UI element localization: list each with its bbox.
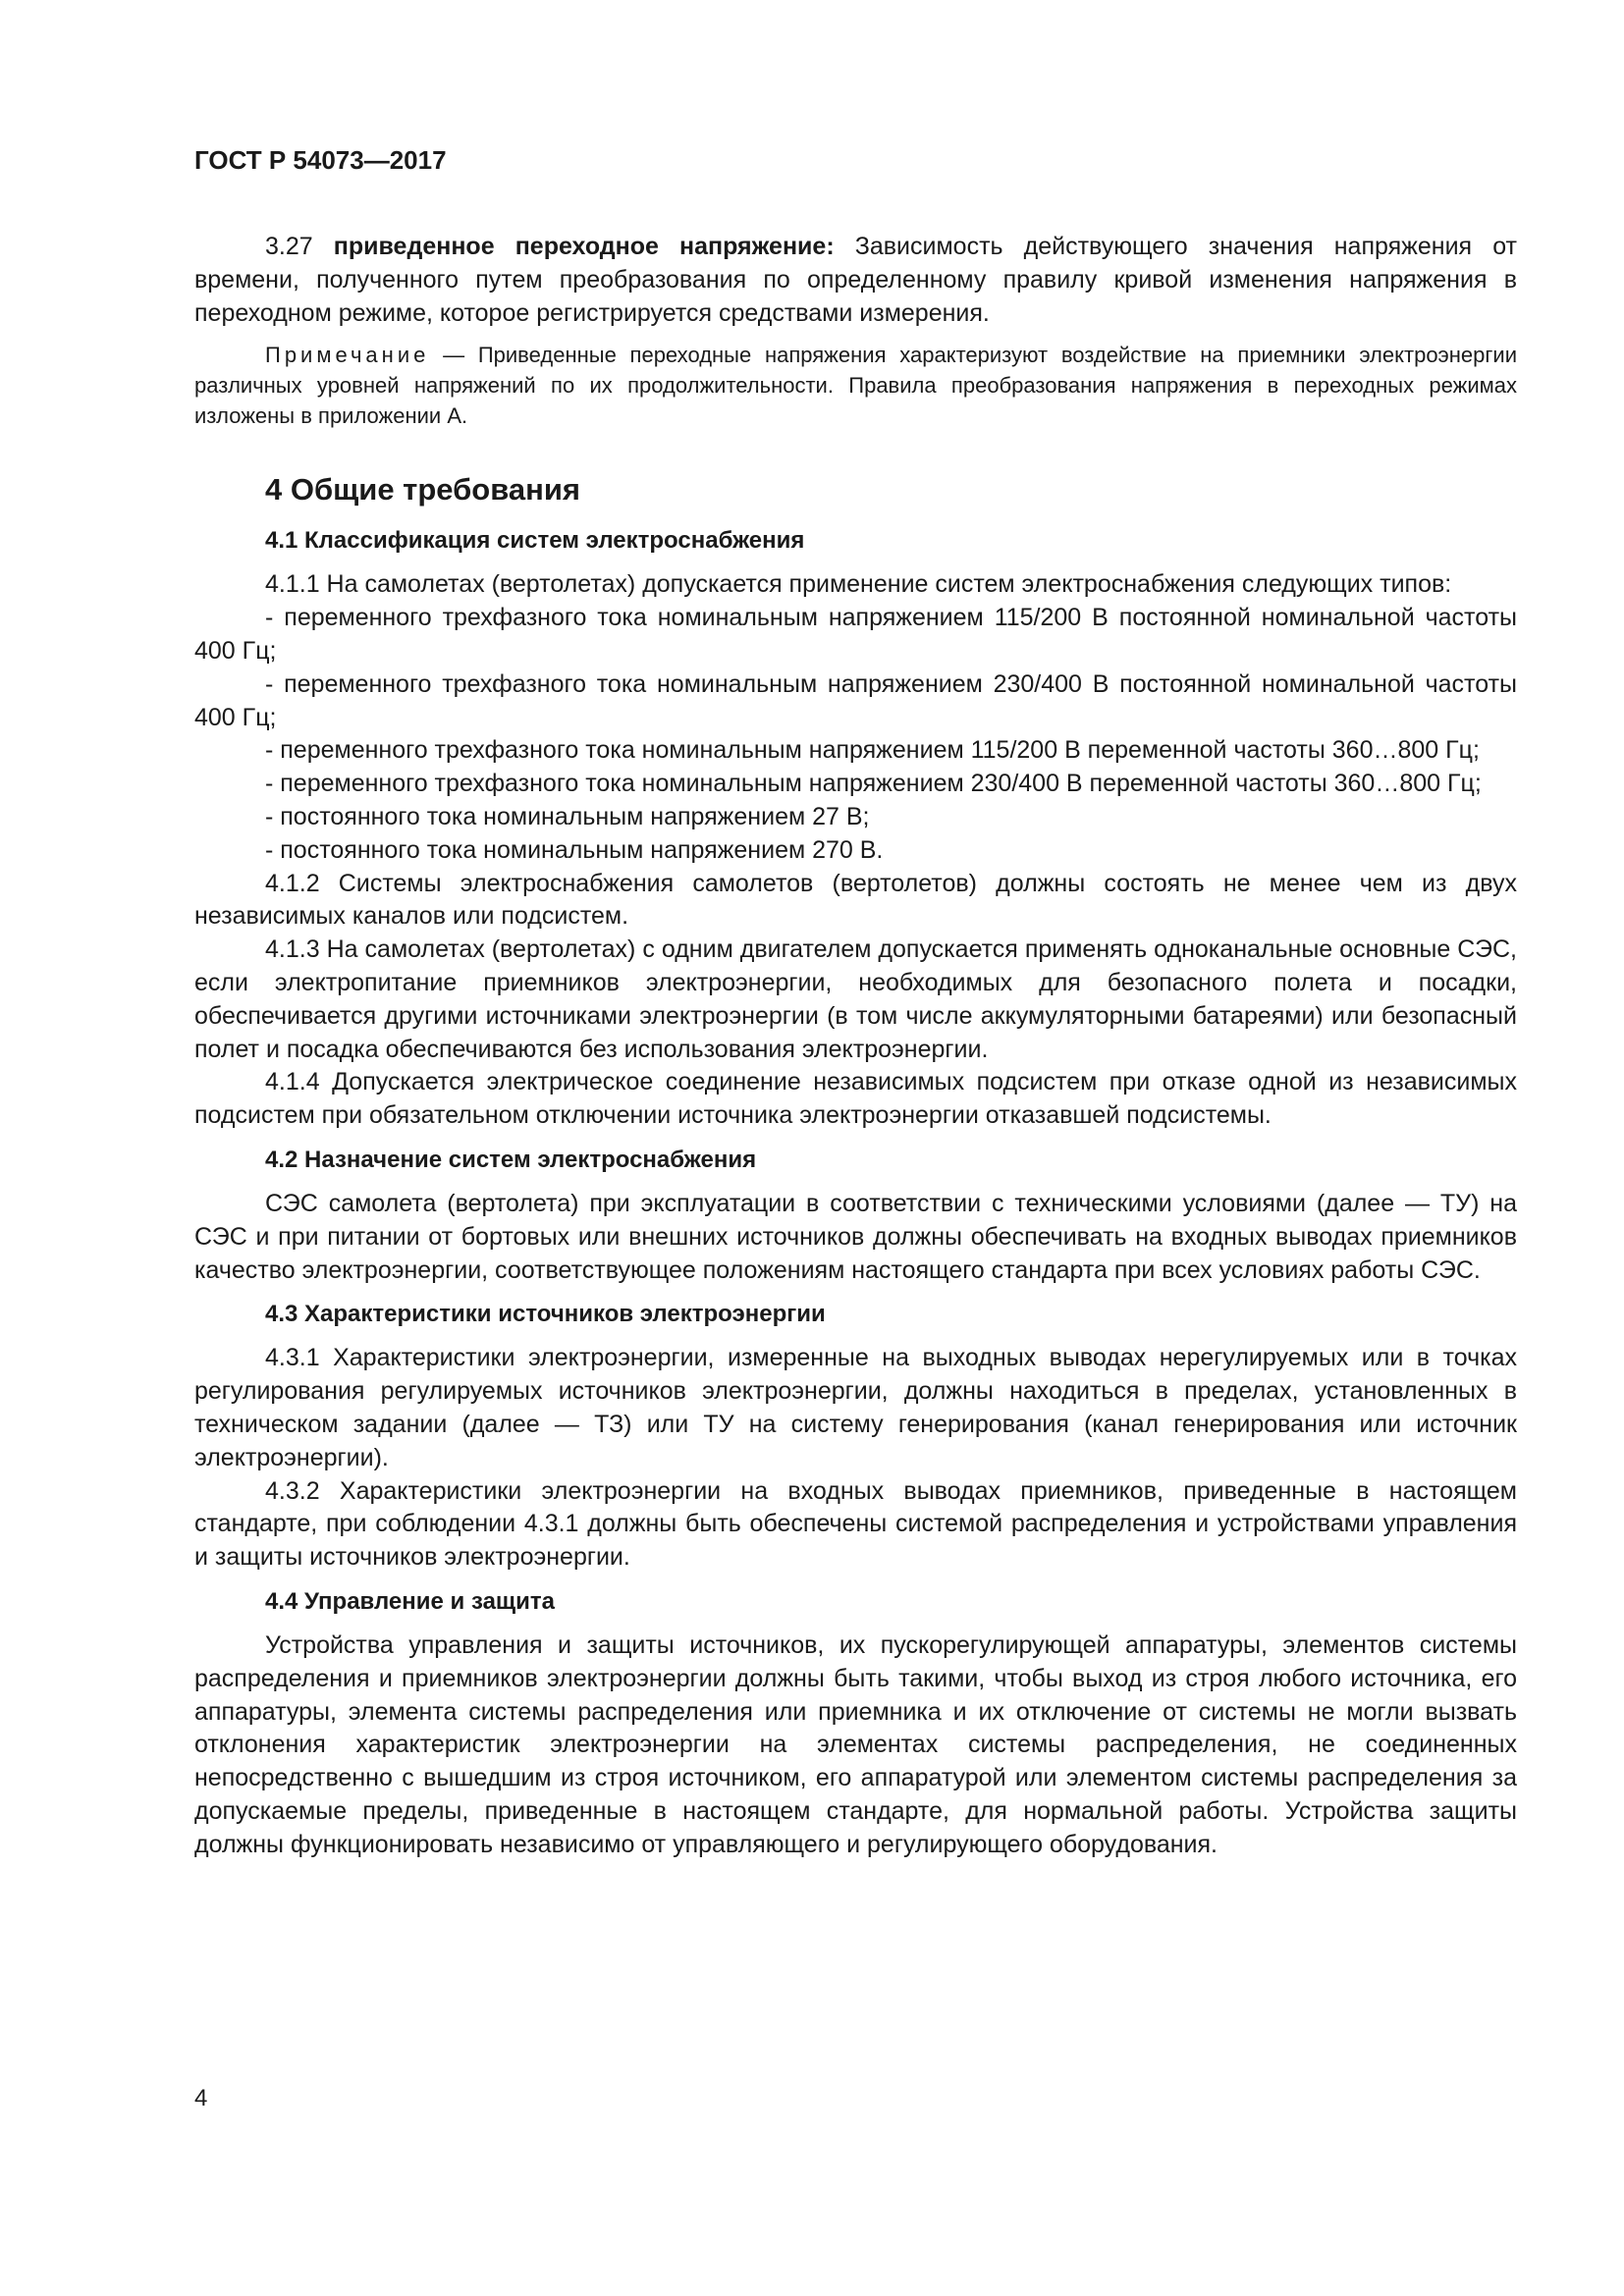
term: приведенное переходное напряжение: [333, 233, 835, 260]
paragraph: Устройства управления и защиты источников, их пускорегулирующей аппаратуры, элементов системы распределения и приемников электроэнергии должны быть такими, чтобы выход из строя любого источника, его аппаратуры, элемента системы распределения или приемника и их отключение от системы не могли вызвать отклонения характеристик электроэнергии на элементах системы распределения, не соединенных непосредственно с вышедшим из строя источником, его аппаратурой или элементом системы распределения за допускаемые пределы, приведенные в настоящем стандарте, для нормальной работы. Устройства защиты должны функционировать независимо от управляющего и регулирующего оборудования. [194, 1630, 1517, 1858]
note-label: Примечание [265, 343, 430, 368]
paragraph: 4.1.3 На самолетах (вертолетах) с одним двигателем допускается применять одноканальные основные СЭС, если электропитание приемников электроэнергии, необходимых для безопасного полета и посадки, обеспечивается другими источниками электроэнергии (в том числе аккумуляторными батареями) или безопасный полет и посадка обеспечиваются без использования электроэнергии. [194, 935, 1517, 1063]
section-heading-4: 4 Общие требования [265, 472, 580, 507]
paragraph-3-27 [194, 231, 1517, 330]
paragraph: СЭС самолета (вертолета) при эксплуатации в соответствии с техническими условиями (далее — ТУ) на СЭС и при питании от бортовых или внешних источников должны обеспечивать на входных выводах приемников качество электроэнергии, соответствующее положениям настоящего стандарта при всех условиях работы СЭС. [194, 1189, 1517, 1284]
document-page [194, 145, 1517, 1861]
list-item: - переменного трехфазного тока номинальным напряжением 230/400 В постоянной номинальной частоты 400 Гц; [194, 669, 1517, 731]
paragraph: 4.1.4 Допускается электрическое соединение независимых подсистем при отказе одной из независимых подсистем при обязательном отключении источника электроэнергии отказавшей подсистемы. [194, 1068, 1517, 1130]
list-item: - постоянного тока номинальным напряжением 270 В. [265, 835, 884, 864]
paragraph: 4.3.2 Характеристики электроэнергии на входных выводах приемников, приведенные в настоящем стандарте, при соблюдении 4.3.1 должны быть обеспечены системой распределения и устройствами управления и защиты источников электроэнергии. [194, 1476, 1517, 1572]
paragraph: 4.3.1 Характеристики электроэнергии, измеренные на выходных выводах нерегулируемых или в точках регулирования регулируемых источников электроэнергии, должны находиться в пределах, установленных в техническом задании (далее — ТЗ) или ТУ на систему генерирования (канал генерирования или источник электроэнергии). [194, 1344, 1517, 1471]
document-header: ГОСТ Р 54073—2017 [194, 145, 447, 175]
subsection-heading-4-3: 4.3 Характеристики источников электроэнергии [265, 1301, 826, 1328]
list-item: - переменного трехфазного тока номинальным напряжением 230/400 В переменной частоты 360…800 Гц; [265, 770, 1482, 798]
list-item: - постоянного тока номинальным напряжением 27 В; [265, 802, 870, 830]
page-number: 4 [194, 2085, 208, 2111]
list-item: - переменного трехфазного тока номинальным напряжением 115/200 В постоянной номинальной частоты 400 Гц; [194, 604, 1517, 665]
subsection-heading-4-2: 4.2 Назначение систем электроснабжения [265, 1146, 757, 1173]
definition: Зависимость действующего значения напряжения от времени, полученного путем преобразования по определенному правилу кривой изменения напряжения в переходном режиме, которое регистрируется средствами измерения. [194, 233, 1518, 327]
note-text: — Приведенные переходные напряжения характеризуют воздействие на приемники электроэнергии различных уровней напряжений по их продолжительности. Правила преобразования напряжения в переходных режимах изложены в приложении А. [194, 343, 1517, 429]
note [194, 340, 1517, 431]
subsection-heading-4-4: 4.4 Управление и защита [265, 1587, 556, 1615]
paragraph: 4.1.2 Системы электроснабжения самолетов (вертолетов) должны состоять не менее чем из двух независимых каналов или подсистем. [194, 869, 1517, 931]
list-item: - переменного трехфазного тока номинальным напряжением 115/200 В переменной частоты 360…800 Гц; [265, 736, 1480, 765]
subsection-heading-4-1: 4.1 Классификация систем электроснабжения [265, 527, 805, 555]
clause-number: 3.27 [265, 233, 334, 260]
paragraph: 4.1.1 На самолетах (вертолетах) допускается применение систем электроснабжения следующих типов: [265, 570, 1452, 599]
